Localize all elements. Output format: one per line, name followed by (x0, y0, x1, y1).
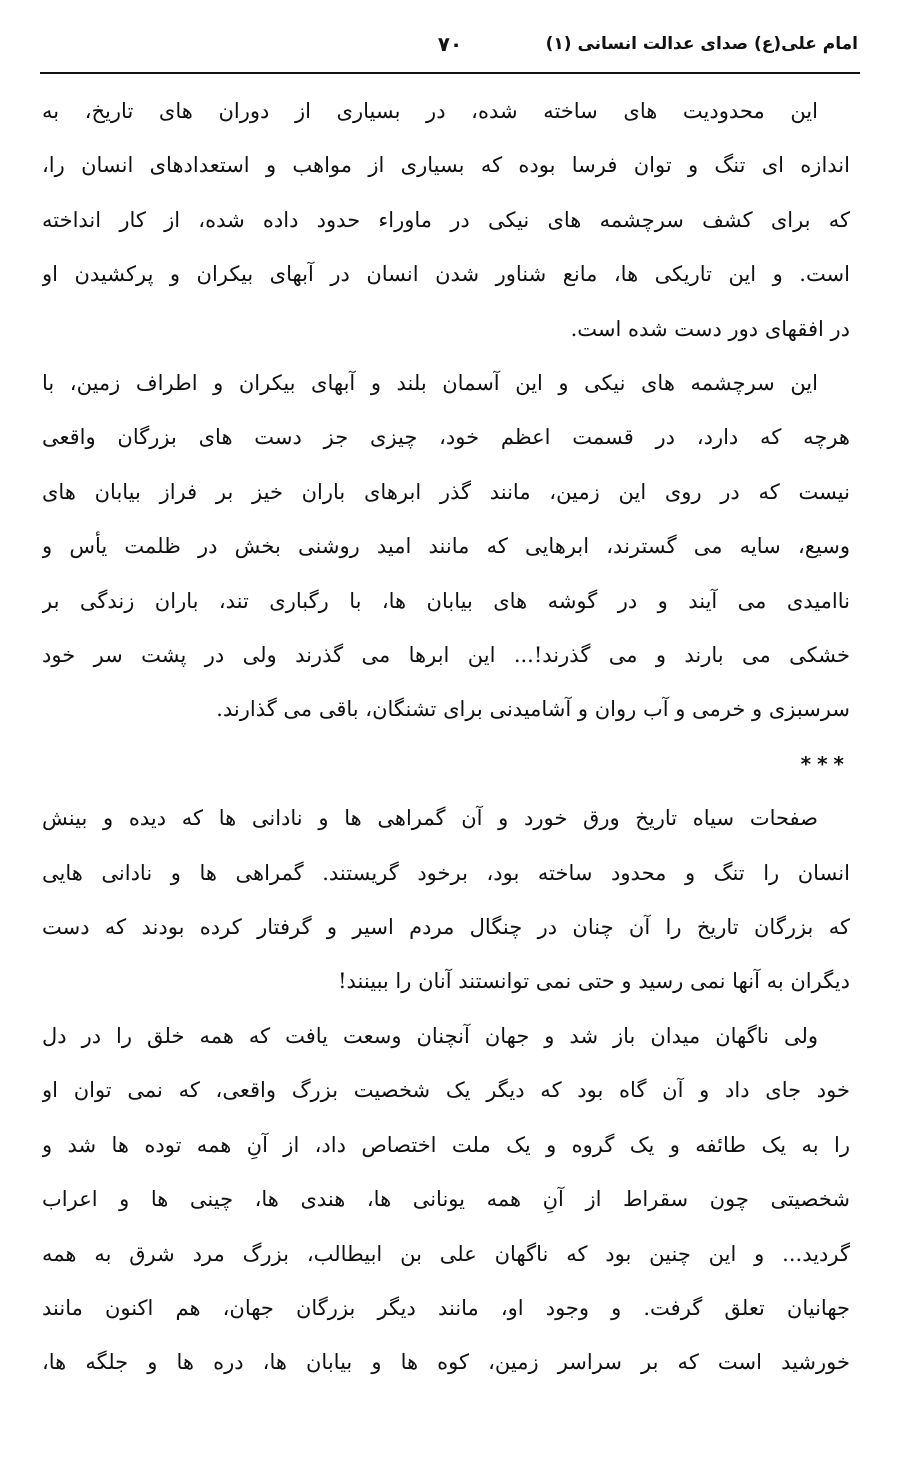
text-line: صفحات سیاه تاریخ ورق خورد و آن گمراهی ها و نادانی ها که دیده و بینش (42, 806, 818, 831)
text-line: نیست که در روی این زمین، مانند گذر ابرهای باران خیز بر فراز بیابان های (42, 479, 850, 504)
text-line: شخصیتی چون سقراط از آنِ همه یونانی ها، هندی ها، چینی ها و اعراب (42, 1187, 850, 1212)
text-line: هرچه که دارد، در قسمت اعظم خود، چیزی جز دست های بزرگان واقعی (42, 425, 850, 450)
text-line: خورشید است که بر سراسر زمین، کوه ها و بیابان ها، دره ها و جلگه ها، (42, 1350, 850, 1375)
paragraph-3 (42, 791, 850, 1009)
paragraph-2 (42, 356, 850, 737)
running-title: امام علی(ع) صدای عدالت انسانی (۱) (545, 34, 858, 54)
text-line: را به یک طائفه و یک گروه و یک ملت اختصاص داد، از آنِ همه توده ها شد و (42, 1132, 850, 1157)
text-line: که بزرگان تاریخ را آن چنان در چنگال مردم اسیر و گرفتار کرده بودند که دست (42, 915, 850, 940)
paragraph-1 (42, 84, 850, 356)
text-line: سرسبزی و خرمی و آب روان و آشامیدنی برای تشنگان، باقی می گذارند. (216, 697, 850, 722)
paragraph-4 (42, 1009, 850, 1390)
text-line: جهانیان تعلق گرفت. و وجود او، مانند دیگر بزرگان جهان، هم اکنون مانند (42, 1295, 850, 1320)
text-line: وسیع، سایه می گسترند، ابرهایی که مانند امید روشنی بخش در ظلمت یأس و (42, 534, 850, 559)
text-line: خود جای داد و آن گاه بود که دیگر یک شخصیت بزرگ واقعی، که نمی توان او (42, 1078, 850, 1103)
text-line: ولی ناگهان میدان باز شد و جهان آنچنان وسعت یافت که همه خلق را در دل (42, 1023, 818, 1048)
body-text (42, 84, 850, 1390)
text-line: این سرچشمه های نیکی و این آسمان بلند و آبهای بیکران و اطراف زمین، با (42, 371, 818, 396)
text-line: اندازه ای تنگ و توان فرسا بوده که بسیاری از مواهب و استعدادهای انسان را، (42, 153, 850, 178)
page-header (42, 26, 858, 72)
text-line: است. و این تاریکی ها، مانع شناور شدن انسان در آبهای بیکران و پرکشیدن او (42, 262, 850, 287)
section-separator: *** (800, 751, 850, 776)
page-number: ۷۰ (437, 32, 463, 56)
text-line: این محدودیت های ساخته شده، در بسیاری از دوران های تاریخ، به (42, 99, 818, 123)
text-line: دیگران به آنها نمی رسید و حتی نمی توانستند آنان را ببینند! (338, 969, 850, 994)
text-line: گردید... و این چنین بود که ناگهان علی بن ابیطالب، بزرگ مرد شرق به همه (42, 1241, 850, 1266)
text-line: در افقهای دور دست شده است. (570, 316, 850, 341)
text-line: ناامیدی می آیند و در گوشه های بیابان ها، با رگباری تند، باران زندگی بر (42, 588, 850, 613)
text-line: انسان را تنگ و محدود ساخته بود، برخود گریستند. گمراهی ها و نادانی هایی (42, 860, 850, 885)
header-divider (40, 72, 860, 74)
text-line: خشکی می بارند و می گذرند!... این ابرها می گذرند ولی در پشت سر خود (42, 643, 850, 668)
text-line: که برای کشف سرچشمه های نیکی در ماوراء حدود داده شده، از کار انداخته (42, 207, 850, 232)
